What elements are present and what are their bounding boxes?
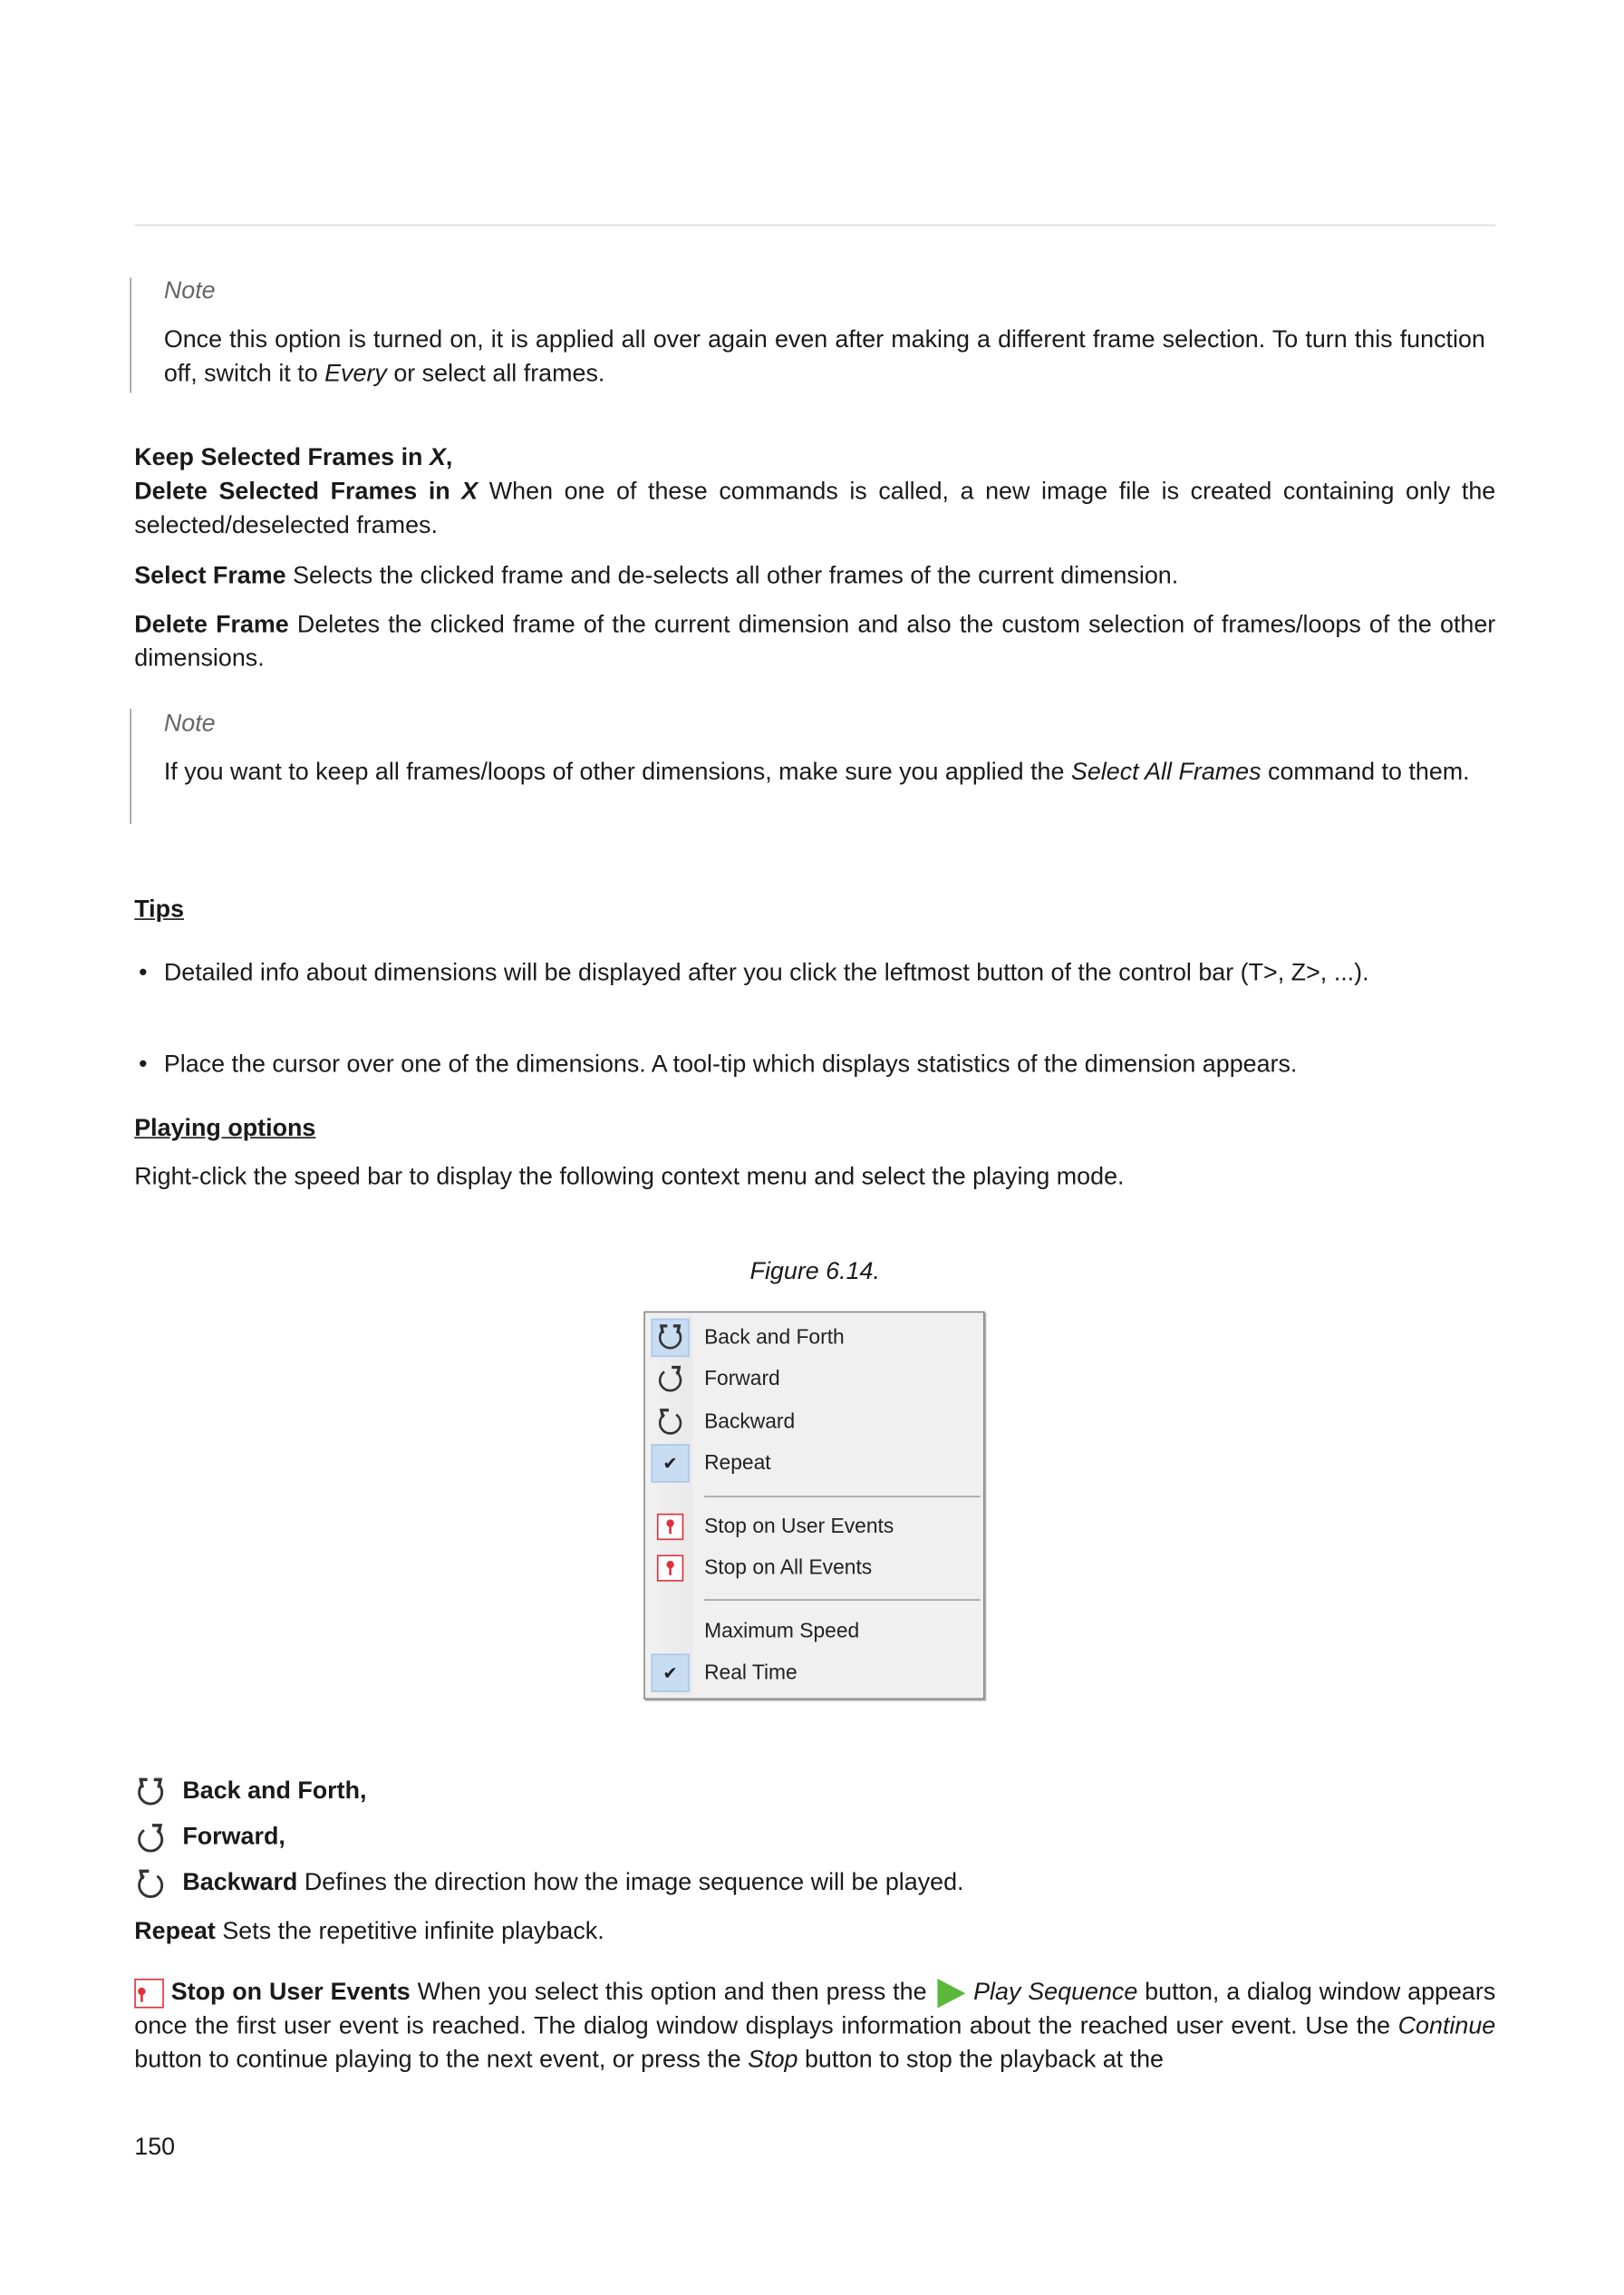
menu-item-real-time[interactable] [645,1652,983,1694]
back-and-forth-icon [651,1319,689,1357]
menu-separator [704,1599,981,1601]
menu-label: Repeat [704,1449,771,1474]
note-bar [130,277,131,392]
menu-item-stop-all-events[interactable] [645,1547,983,1589]
comma: , [445,444,453,471]
tips-heading: Tips [134,896,185,924]
stop-paragraph [134,1976,1495,2077]
note-text [164,324,1485,392]
term: Keep Selected Frames in [134,444,430,471]
emphasis: Continue [1397,2012,1496,2039]
forward-icon [134,1822,167,1854]
playing-context-menu [643,1312,984,1699]
menu-label: Back and Forth [704,1324,845,1349]
figure-caption: Figure 6.14. [749,1257,880,1285]
stop-pin-icon [134,1978,164,2008]
play-icon [933,1977,966,2009]
note-text [164,756,1485,789]
text: Deletes the clicked frame of the current dimension and also the custom selection of frames/loops of the other dimensions. [134,611,1496,673]
text: command to them. [1261,759,1470,786]
stop-pin-icon [651,1549,689,1587]
note-label: Note [163,710,216,737]
menu-item-back-and-forth[interactable] [645,1317,983,1359]
repeat-paragraph [134,1915,1495,1949]
menu-item-stop-user-events[interactable] [645,1506,983,1548]
playing-options-heading: Playing options [134,1114,316,1142]
text: If you want to keep all frames/loops of other dimensions, make sure you applied the [163,759,1071,786]
text: button to continue playing to the next event, or press the [134,2046,749,2074]
forward-line [134,1821,1495,1854]
stop-pin-icon [651,1507,689,1545]
emphasis: Stop [748,2046,798,2074]
term: Forward, [182,1823,285,1851]
text: button to stop the playback at the [798,2046,1164,2074]
check-icon: ✔ [651,1654,689,1692]
menu-label: Stop on User Events [704,1513,894,1537]
backward-icon [651,1403,689,1441]
text: button, a dialog window appears once the first user event is reached. The dialog window displays information about the reached user event. Use the [134,1978,1496,2039]
forward-icon [651,1360,689,1398]
delete-selected-paragraph [134,476,1495,544]
text: Defines the direction how the image sequence will be played. [297,1869,964,1896]
backward-line [134,1866,1495,1900]
note-label: Note [163,277,216,305]
delete-frame-paragraph [134,608,1495,676]
menu-label: Stop on All Events [704,1554,873,1579]
term: Repeat [134,1918,216,1945]
note-bar [130,709,131,824]
tip-item: Place the cursor over one of the dimensions. A tool-tip which displays statistics of the dimension appears. [163,1051,1298,1079]
playing-intro: Right-click the speed bar to display the following context menu and select the playing mode. [134,1163,1125,1191]
menu-item-maximum-speed[interactable] [645,1611,983,1652]
text: When you select this option and then press the [410,1978,934,2006]
back-and-forth-icon [134,1776,167,1808]
term: Back and Forth, [182,1777,367,1805]
menu-item-repeat[interactable] [645,1443,983,1485]
header-divider [134,225,1495,227]
emphasis: Select All Frames [1070,759,1262,786]
check-icon: ✔ [651,1444,689,1482]
menu-item-forward[interactable] [645,1359,983,1400]
backward-icon [134,1867,167,1900]
term-x: X [461,478,478,506]
term: Delete Frame [134,611,289,638]
text: or select all frames. [386,360,605,387]
menu-label: Maximum Speed [704,1618,860,1642]
emphasis: Play Sequence [973,1978,1138,2006]
menu-label: Backward [704,1409,796,1433]
term-x: X [429,444,446,471]
text: Selects the clicked frame and de-selects all other frames of the current dimension. [285,562,1179,590]
select-frame-paragraph [134,559,1495,593]
term: Delete Selected Frames in [134,478,462,506]
menu-separator [704,1496,981,1497]
text: Sets the repetitive infinite playback. [215,1918,604,1945]
menu-label: Real Time [704,1660,798,1684]
back-and-forth-line [134,1775,1495,1808]
term: Backward [182,1869,298,1896]
text: When one of these commands is called, a new image file is created containing only the selected/deselected frames. [134,478,1496,539]
tip-item: Detailed info about dimensions will be displayed after you click the leftmost button of the control bar (T>, Z>, ...). [163,959,1369,987]
menu-label: Forward [704,1365,780,1390]
page-number: 150 [134,2134,176,2161]
bullet: • [139,959,148,987]
emphasis: Every [324,360,387,387]
term: Stop on User Events [170,1978,411,2006]
term: Select Frame [134,562,286,590]
keep-heading [134,441,1495,475]
text: Once this option is turned on, it is applied all over again even after making a different frame selection. To turn this function off, switch it to [163,326,1485,387]
menu-item-backward[interactable] [645,1401,983,1443]
bullet: • [139,1051,148,1079]
